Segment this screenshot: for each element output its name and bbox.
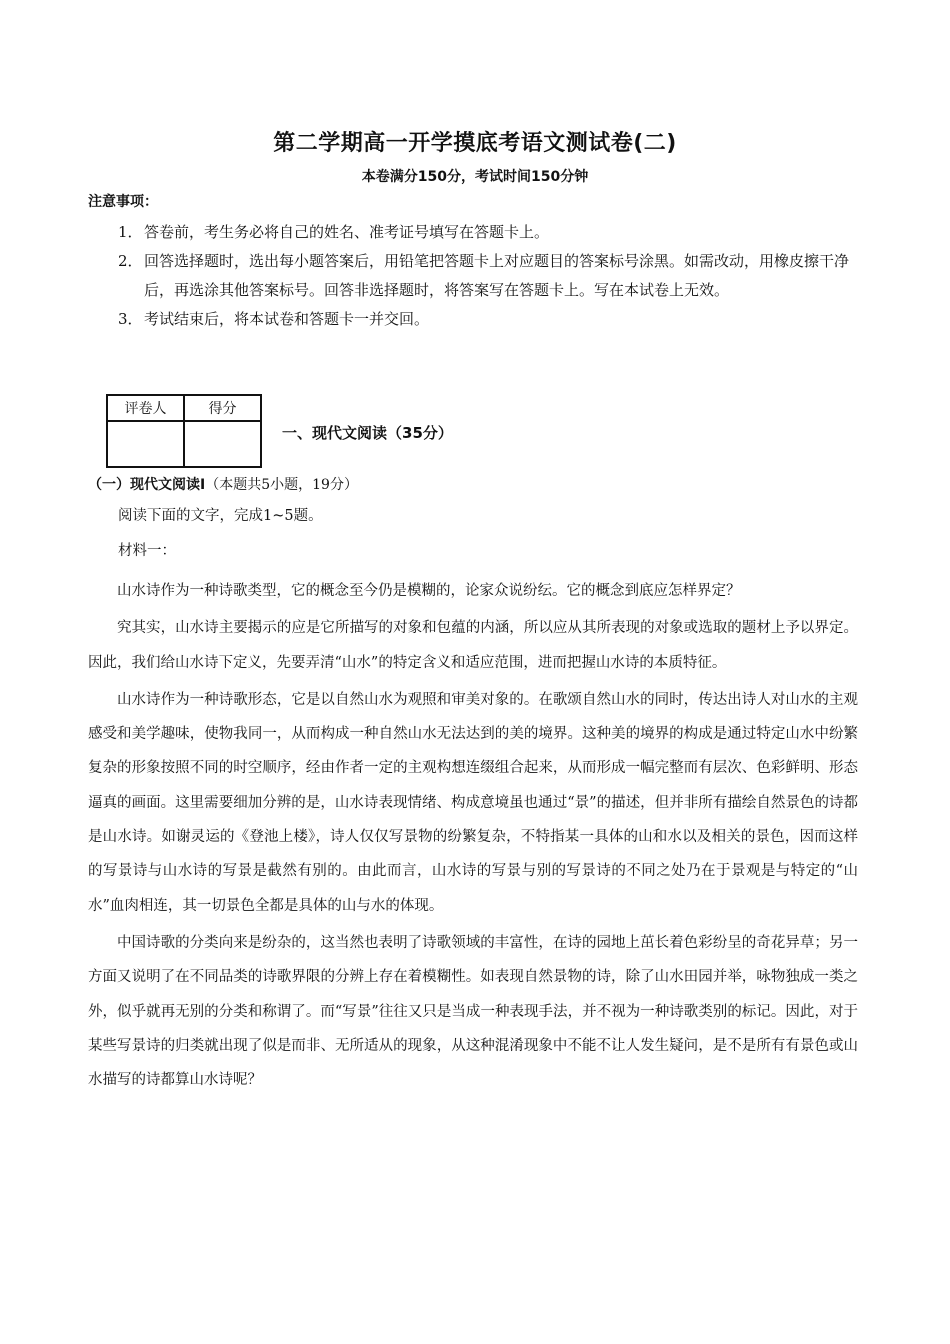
notice-text: 答卷前，考生务必将自己的姓名、准考证号填写在答题卡上。: [144, 223, 550, 241]
notice-number: 3．: [118, 310, 143, 328]
section-title: 一、现代文阅读（35分）: [282, 424, 453, 442]
notice-item: [118, 218, 868, 247]
score-cell[interactable]: [184, 421, 261, 467]
notice-text: 回答选择题时，选出每小题答案后，用铅笔把答题卡上对应题目的答案标号涂黑。如需改动，用橡皮擦干净后，再选涂其他答案标号。回答非选择题时，将答案写在答题卡上。写在本试卷上无效。: [144, 252, 850, 299]
passage-paragraph: 中国诗歌的分类向来是纷杂的，这当然也表明了诗歌领域的丰富性，在诗的园地上茁长着色彩纷呈的奇花异草；另一方面又说明了在不同品类的诗歌界限的分辨上存在着模糊性。如表现自然景物的诗，除了山水田园并举，咏物独成一类之外，似乎就再无别的分类和称谓了。而“写景”往往又只是当成一种表现手法，并不视为一种诗歌类别的标记。因此，对于某些写景诗的归类就出现了似是而非、无所适从的现象，从这种混淆现象中不能不让人发生疑问，是不是所有有景色或山水描写的诗都算山水诗呢？: [88, 934, 858, 1089]
notice-item: [118, 305, 868, 334]
grader-cell[interactable]: [107, 421, 184, 467]
reading-instruction: 阅读下面的文字，完成1~5题。: [118, 508, 323, 524]
notice-text: 考试结束后，将本试卷和答题卡一并交回。: [144, 310, 430, 328]
score-header: 得分: [184, 395, 261, 421]
sub-section-title: （一）现代文阅读I: [88, 477, 206, 493]
notice-item: [118, 247, 868, 305]
reading-passage: [88, 574, 858, 1100]
notice-heading: 注意事项：: [88, 194, 158, 210]
material-label: 材料一：: [118, 543, 176, 559]
passage-paragraph: 山水诗作为一种诗歌类型，它的概念至今仍是模糊的，论家众说纷纭。它的概念到底应怎样界定？: [117, 583, 741, 599]
grader-header: 评卷人: [107, 395, 184, 421]
sub-section-points: （本题共5小题，19分）: [205, 477, 358, 493]
passage-paragraph: 山水诗作为一种诗歌形态，它是以自然山水为观照和审美对象的。在歌颂自然山水的同时，传达出诗人对山水的主观感受和美学趣味，使物我同一，从而构成一种自然山水无法达到的美的境界。这种美的境界的构成是通过特定山水中纷繁复杂的形象按照不同的时空顺序，经由作者一定的主观构想连缀组合起来，从而形成一幅完整而有层次、色彩鲜明、形态逼真的画面。这里需要细加分辨的是，山水诗表现情绪、构成意境虽也通过“景”的描述，但并非所有描绘自然景色的诗都是山水诗。如谢灵运的《登池上楼》，诗人仅仅写景物的纷繁复杂，不特指某一具体的山和水以及相关的景色，因而这样的写景诗与山水诗的写景是截然有别的。由此而言，山水诗的写景与别的写景诗的不同之处乃在于景观是与特定的“山水”血肉相连，其一切景色全都是具体的山与水的体现。: [88, 691, 858, 914]
notice-number: 1．: [118, 223, 143, 241]
exam-subtitle: 本卷满分150分，考试时间150分钟: [361, 169, 589, 185]
page-title: 第二学期高一开学摸底考语文测试卷(二): [273, 131, 677, 156]
score-table: [106, 394, 262, 468]
notice-list: [118, 218, 868, 334]
sub-section-heading: [88, 474, 358, 494]
notice-number: 2．: [118, 252, 143, 270]
passage-paragraph: 究其实，山水诗主要揭示的应是它所描写的对象和包蕴的内涵，所以应从其所表现的对象或选取的题材上予以界定。因此，我们给山水诗下定义，先要弄清“山水”的特定含义和适应范围，进而把握山水诗的本质特征。: [88, 620, 858, 671]
